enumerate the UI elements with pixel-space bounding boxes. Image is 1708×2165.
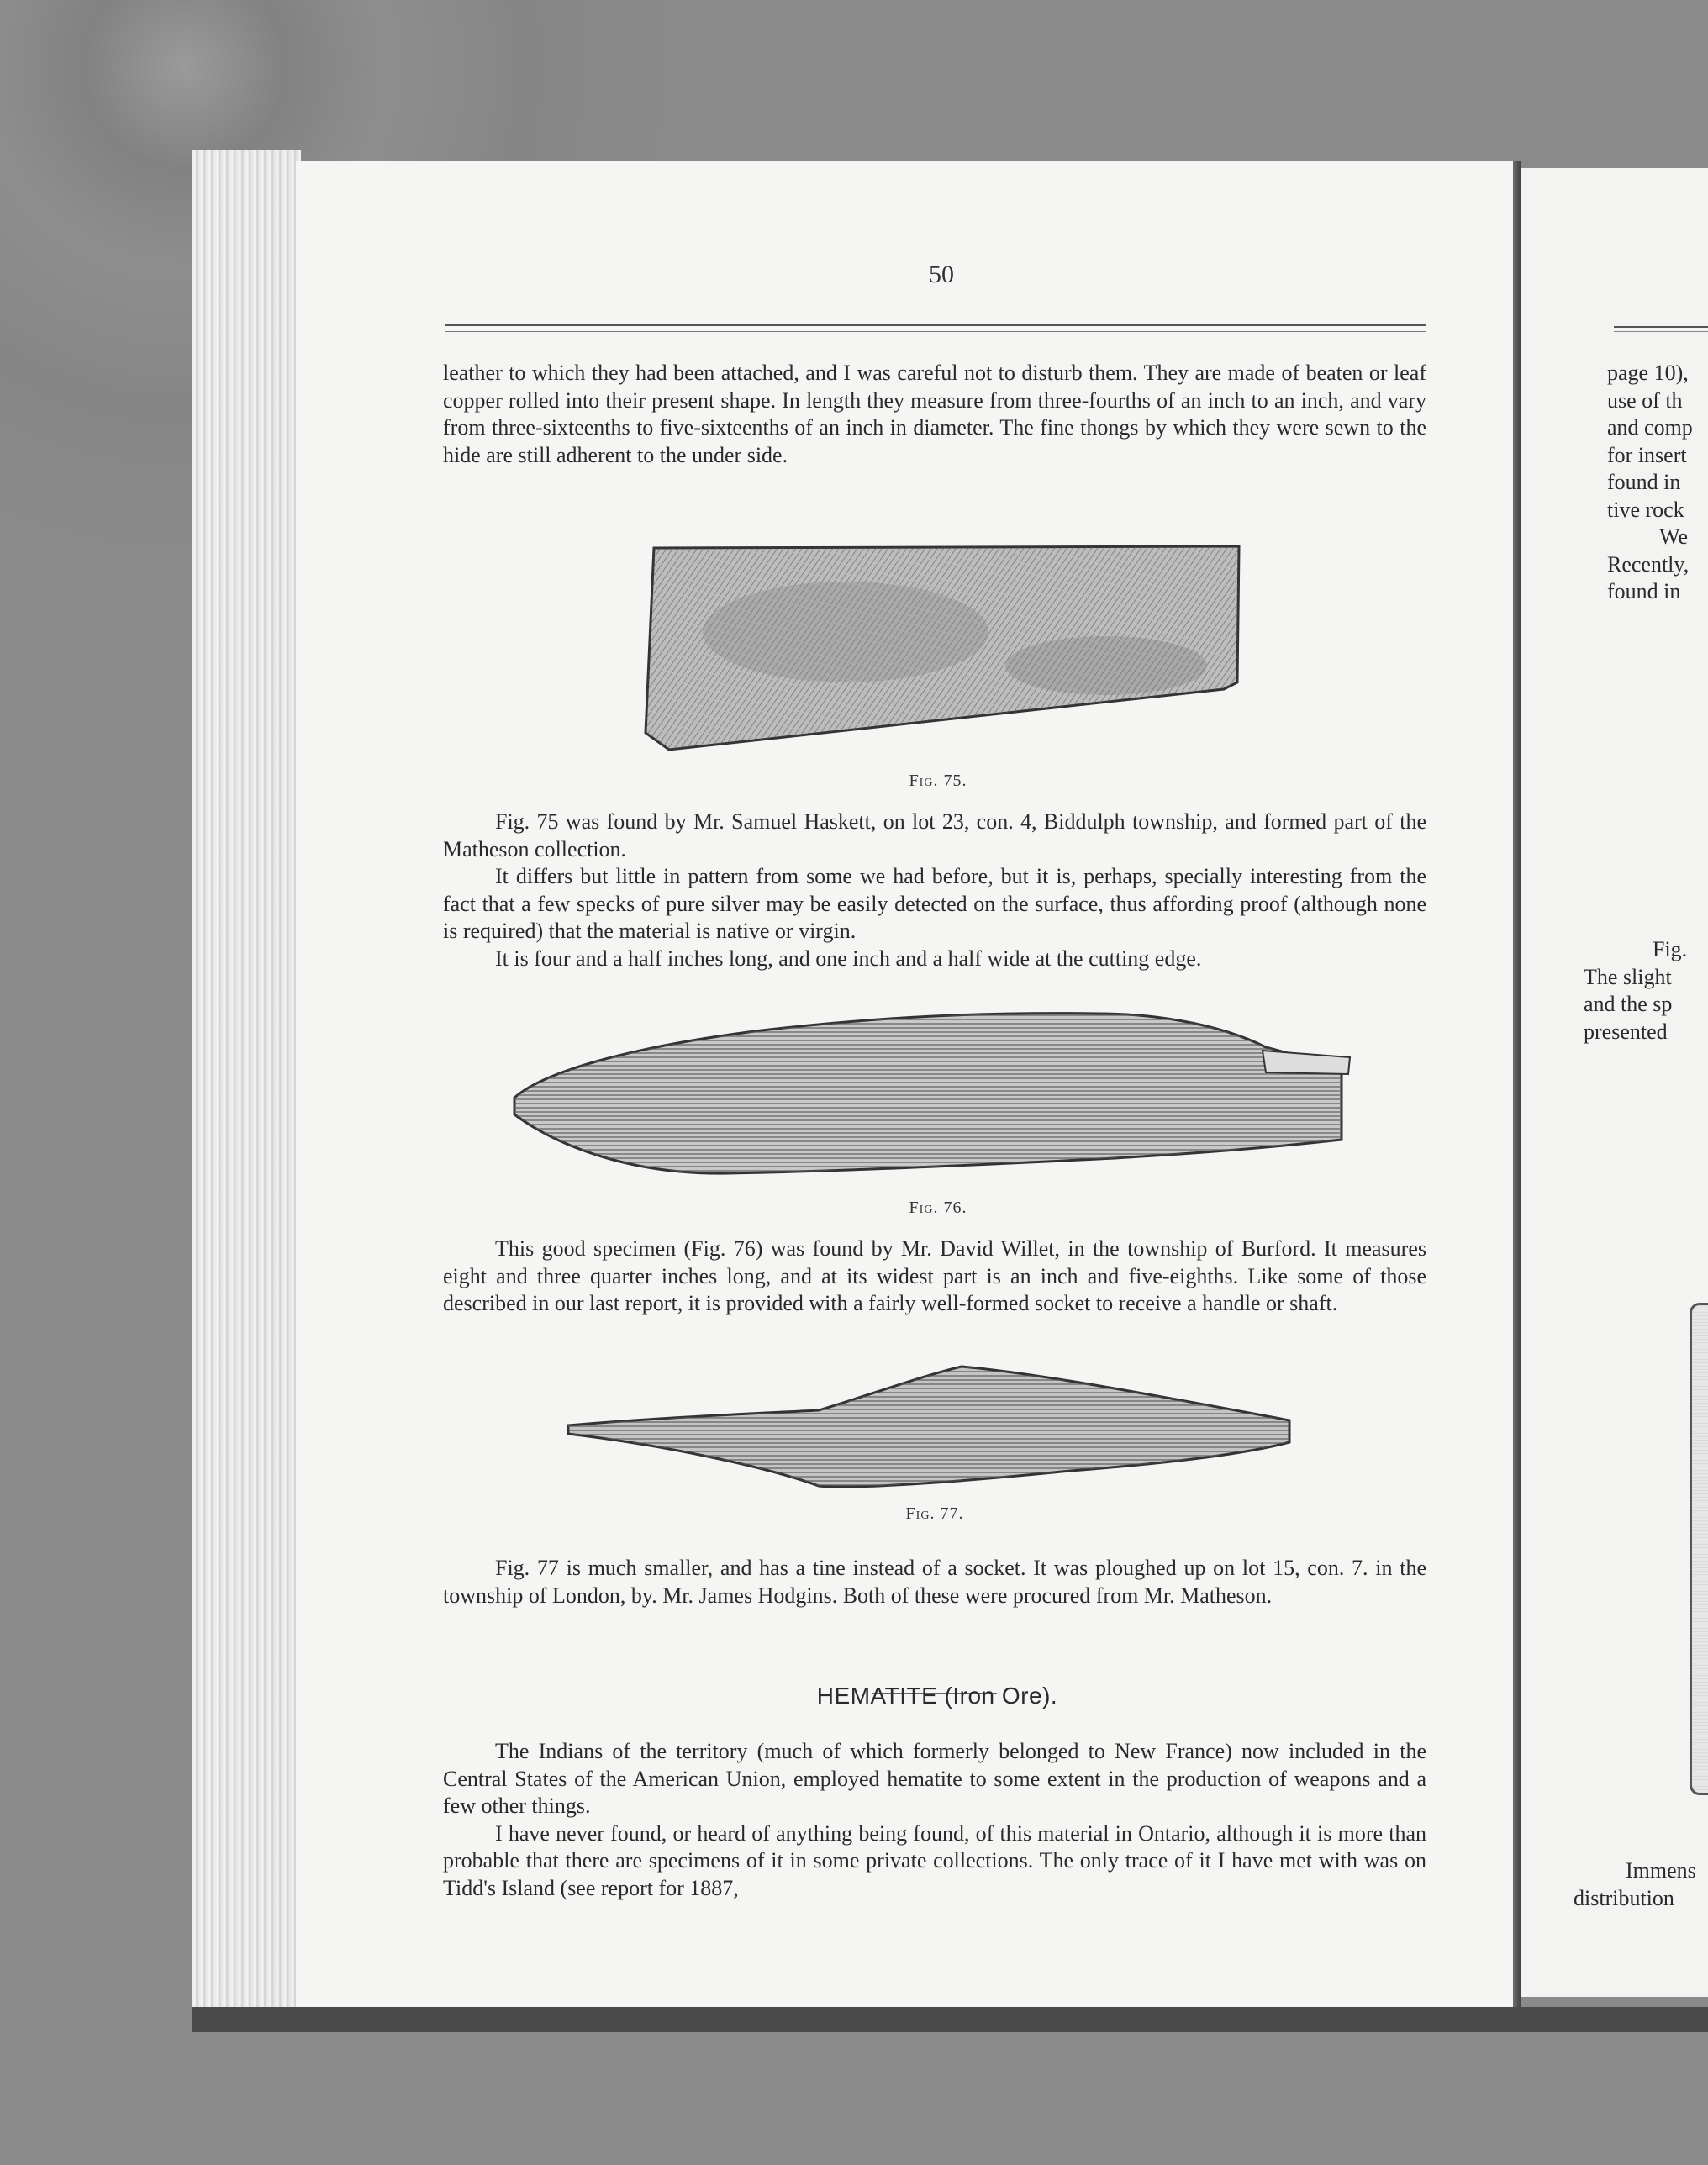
paragraph: It differs but little in pattern from some we had before, but it is, perhaps, specially interesting from the fact that a few specks of pure silver may be easily detected on the surface, thus affording proof (although none is required) that the material is native or virgin. [443,864,1426,943]
paragraph: I have never found, or heard of anything being found, of this material in Ontario, although it is more than probable that there are specimens of it in some private collections. The only trace of it I have met with was on Tidd's Island (see report for 1887, [443,1820,1426,1900]
page-number: 50 [929,261,954,288]
text-line: use of th [1607,387,1683,413]
text-line: and the sp [1584,992,1673,1016]
opening-paragraph [443,360,1426,469]
paragraph: Fig. 77 is much smaller, and has a tine instead of a socket. It was ploughed up on lot 15, con. 7. in the township of London, by. Mr. James Hodgins. Both of these were procured from Mr. Matheson. [443,1556,1426,1608]
right-page-header-rule [1614,326,1708,332]
right-page-figure-partial [1690,1303,1708,1795]
text-line: found in [1607,470,1681,494]
text-line: Fig. [1653,937,1688,961]
text-line: distribution [1574,1885,1674,1910]
fig-77-text [443,1555,1426,1609]
text-line: We [1659,524,1688,549]
paragraph: Fig. 75 was found by Mr. Samuel Haskett, on lot 23, con. 4, Biddulph township, and formed part of the Matheson collection. [443,809,1426,861]
fig-76-caption: Fig. 76. [909,1198,967,1217]
fig-75-caption: Fig. 75. [909,772,967,790]
book-bottom-shadow [192,2007,1708,2032]
right-page-top-text [1607,360,1708,606]
text-line: presented [1584,1019,1668,1044]
book-page-edges [192,150,301,2007]
book-gutter [1513,161,1521,2007]
fig-75-copper-celt-illustration [635,540,1241,756]
text-line: found in [1607,579,1681,603]
paragraph: The Indians of the territory (much of which formerly belonged to New France) now included in the Central States of the American Union, employed hematite to some extent in the production of weapons and a few other things. [443,1739,1426,1818]
section-heading: HEMATITE (Iron Ore). [816,1683,1058,1709]
right-page-bottom-text [1574,1857,1708,1912]
paragraph: leather to which they had been attached, and I was careful not to disturb them. They are made of beaten or leaf copper rolled into their present shape. In length they measure from three-fourths of an inch to an inch, and vary from three-sixteenths to five-sixteenths of an inch in diameter. The fine thongs by which they were sewn to the hide are still adherent to the under side. [443,361,1426,467]
header-rule [445,324,1426,332]
text-line: The slight [1584,964,1672,989]
fig-75-text [443,809,1426,972]
text-line: for insert [1607,442,1687,467]
text-line: page 10), [1607,361,1689,385]
text-line: Immens [1626,1858,1696,1883]
hematite-text [443,1738,1426,1902]
fig-77-caption: Fig. 77. [905,1504,964,1523]
paragraph: This good specimen (Fig. 76) was found by Mr. David Willet, in the township of Burford. It measures eight and three quarter inches long, and at its widest part is an inch and five-eighths. Like some of those described in our last report, it is provided with a fairly well-formed socket to receive a handle or shaft. [443,1236,1426,1315]
fig-76-spear-point-illustration [509,980,1353,1192]
text-line: Recently, [1607,551,1690,577]
fig-76-text [443,1235,1426,1318]
text-line: and comp [1607,415,1693,440]
right-page-middle-text [1584,936,1708,1046]
fig-77-blade-illustration [567,1362,1294,1496]
paragraph: It is four and a half inches long, and one inch and a half wide at the cutting edge. [495,946,1202,971]
text-line: tive rock [1607,497,1684,522]
